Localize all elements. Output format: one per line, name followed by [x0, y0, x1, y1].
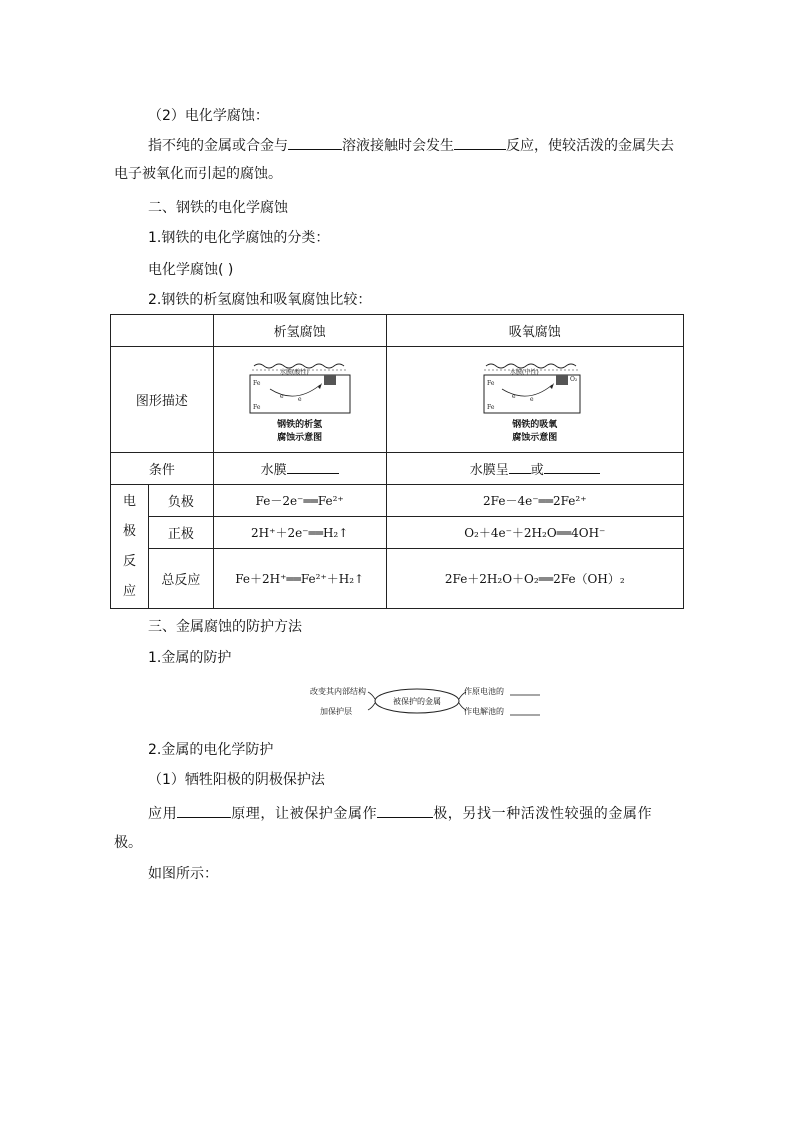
definition-line-1 [148, 135, 674, 156]
electrode-char: 应 [122, 583, 136, 599]
svg-text:Fe: Fe [486, 379, 495, 387]
svg-text:e: e [529, 395, 534, 403]
application-line-1 [148, 803, 652, 824]
row-label-condition: 条件 [111, 453, 214, 485]
part-three-sub-1: （1）牺牲阳极的阴极保护法 [148, 772, 325, 788]
part-three-item-1: 1.金属的防护 [148, 650, 232, 666]
row-label-negative: 负极 [148, 485, 213, 517]
application-text-1: 应用 [148, 806, 178, 822]
diagram-right-top: 作原电池的 [464, 687, 504, 696]
condition-h2 [213, 453, 386, 485]
svg-text:e: e [297, 395, 302, 403]
section-heading: （2）电化学腐蚀： [148, 108, 269, 124]
o2-film-label: 水膜(中性) [509, 368, 539, 376]
negative-o2-equation: 2Fe－4e⁻══2Fe²⁺ [386, 485, 683, 517]
part-two-item-1-answer: 电化学腐蚀( ) [148, 262, 234, 278]
fill-blank[interactable] [287, 459, 339, 474]
svg-text:e: e [279, 392, 284, 400]
fill-blank[interactable] [288, 135, 342, 150]
diagram-left-top: 改变其内部结构 [310, 687, 366, 696]
positive-h2-equation: 2H⁺＋2e⁻══H₂↑ [213, 517, 386, 549]
header-h2-corrosion: 析氢腐蚀 [213, 315, 386, 347]
svg-text:e: e [511, 392, 516, 400]
as-shown-label: 如图所示： [148, 866, 218, 882]
h2-caption-line-2: 腐蚀示意图 [277, 432, 323, 443]
part-two-item-2: 2.钢铁的析氢腐蚀和吸氧腐蚀比较： [148, 292, 372, 308]
fill-blank[interactable] [544, 459, 600, 474]
h2-film-label: 水膜(酸性) [279, 368, 309, 376]
fill-blank[interactable] [509, 459, 531, 474]
fill-blank[interactable] [177, 803, 231, 818]
protection-diagram [288, 682, 548, 720]
condition-o2 [386, 453, 683, 485]
condition-o2-text-b: 或 [530, 463, 544, 478]
part-two-item-1: 1.钢铁的电化学腐蚀的分类： [148, 230, 330, 246]
o2-caption-line-2: 腐蚀示意图 [512, 432, 558, 443]
negative-h2-equation: Fe－2e⁻══Fe²⁺ [213, 485, 386, 517]
header-o2-corrosion: 吸氧腐蚀 [386, 315, 683, 347]
figure-h2-cell [213, 347, 386, 453]
definition-text-2: 溶液接触时会发生 [342, 138, 454, 154]
fill-blank[interactable] [454, 135, 506, 150]
part-two-title: 二、钢铁的电化学腐蚀 [148, 200, 288, 216]
o2-corrosion-diagram [480, 357, 590, 419]
diagram-right-bottom: 作电解池的 [464, 707, 504, 716]
row-label-figure: 图形描述 [111, 347, 214, 453]
diagram-center-label: 被保护的金属 [393, 697, 441, 706]
o2-caption-line-1: 钢铁的吸氧 [512, 419, 558, 430]
condition-o2-text-a: 水膜呈 [469, 463, 509, 478]
part-three-item-2: 2.金属的电化学防护 [148, 742, 274, 758]
total-h2-equation: Fe＋2H⁺══Fe²⁺＋H₂↑ [213, 549, 386, 609]
fill-blank[interactable] [377, 803, 433, 818]
application-line-2: 极。 [114, 835, 142, 851]
row-label-total: 总反应 [148, 549, 213, 609]
electrode-char: 电 [122, 493, 136, 509]
definition-text-1: 指不纯的金属或合金与 [148, 138, 288, 154]
electrode-char: 反 [122, 553, 136, 569]
figure-o2-cell [386, 347, 683, 453]
h2-caption-line-1: 钢铁的析氢 [277, 419, 323, 430]
comparison-table [110, 314, 684, 609]
part-three-title: 三、金属腐蚀的防护方法 [148, 619, 302, 635]
application-text-3: 极，另找一种活泼性较强的金属作 [433, 806, 653, 822]
total-o2-equation: 2Fe＋2H₂O＋O₂══2Fe（OH）₂ [386, 549, 683, 609]
application-text-2: 原理，让被保护金属作 [231, 806, 378, 822]
electrode-char: 极 [122, 523, 136, 539]
row-label-positive: 正极 [148, 517, 213, 549]
definition-line-2: 电子被氧化而引起的腐蚀。 [114, 166, 282, 182]
definition-text-3: 反应，使较活泼的金属失去 [506, 138, 674, 154]
table-corner [111, 315, 214, 347]
diagram-left-bottom: 加保护层 [320, 707, 352, 716]
svg-text:O₂: O₂ [569, 375, 578, 383]
svg-text:Fe: Fe [252, 403, 261, 411]
svg-text:Fe: Fe [486, 403, 495, 411]
positive-o2-equation: O₂＋4e⁻＋2H₂O══4OH⁻ [386, 517, 683, 549]
svg-text:Fe: Fe [252, 379, 261, 387]
h2-corrosion-diagram [240, 357, 360, 419]
condition-h2-text: 水膜 [260, 463, 287, 478]
electrode-reaction-label [111, 485, 149, 609]
